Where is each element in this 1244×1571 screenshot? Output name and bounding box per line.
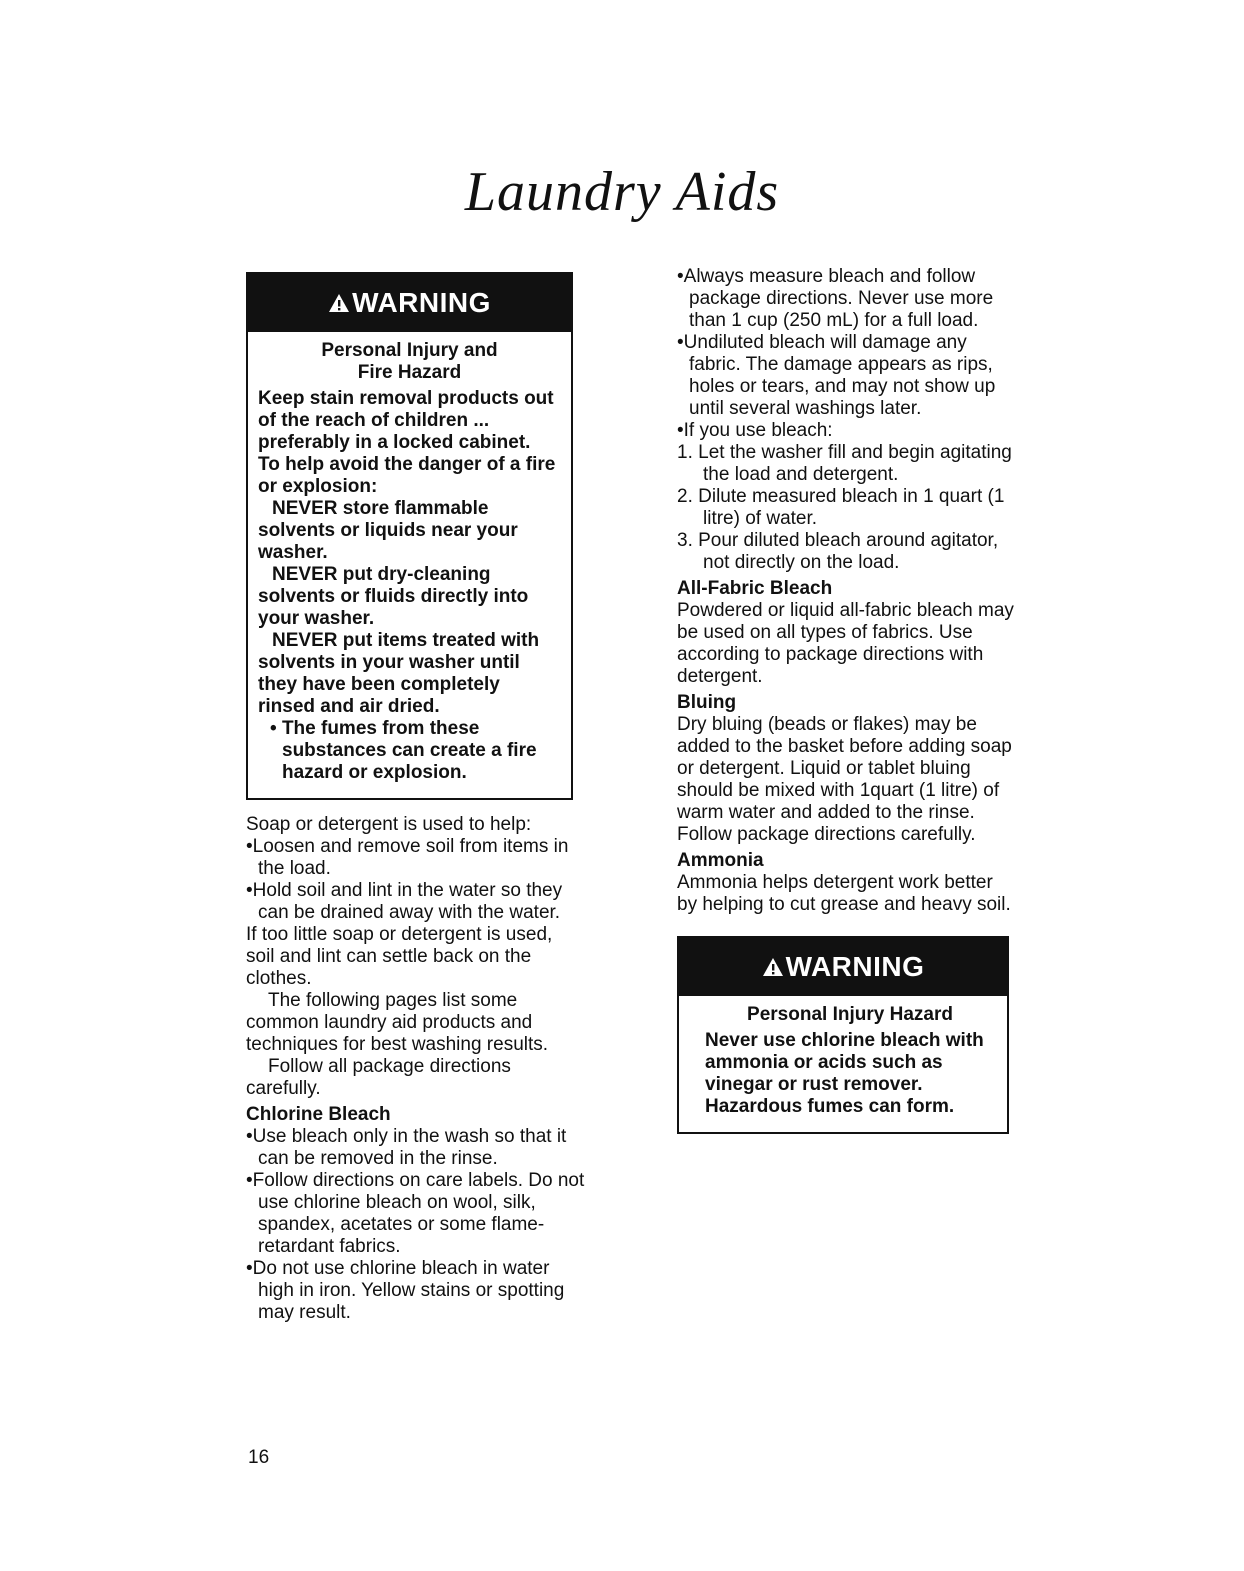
list-item-text: Always measure bleach and follow package directions. Never use more than 1 cup (250 mL) for a full load. <box>683 266 994 331</box>
list-item-text: If you use bleach: <box>683 420 833 441</box>
warning-box-fire-hazard <box>246 272 573 800</box>
list-item: •Loosen and remove soil from items in the load. <box>246 836 569 879</box>
step-item: 1. Let the washer fill and begin agitating the load and detergent. <box>677 442 1012 485</box>
warning-banner-label: WARNING <box>352 287 491 318</box>
list-item-text: Loosen and remove soil from items in the load. <box>252 836 569 879</box>
paragraph: Powdered or liquid all-fabric bleach may be used on all types of fabrics. Use according to package directions with detergent. <box>677 600 1014 687</box>
warning-body <box>248 332 571 798</box>
list-item: •Hold soil and lint in the water so they can be drained away with the water. <box>246 880 563 923</box>
paragraph: Ammonia helps detergent work better by helping to cut grease and heavy soil. <box>677 872 1011 915</box>
list-item: •If you use bleach: <box>677 420 833 441</box>
detergent-section <box>246 814 586 1324</box>
paragraph: Dry bluing (beads or flakes) may be added to the basket before adding soap or detergent. Liquid or tablet bluing should be mixed with 1quart (1 litre) of warm water and added to the rinse. Follow package directions carefully. <box>677 714 1012 845</box>
list-item-text: Follow directions on care labels. Do not use chlorine bleach on wool, silk, spandex, acetates or some flame-retardant fabrics. <box>252 1170 585 1257</box>
warning-body <box>679 996 1007 1132</box>
list-item: •Do not use chlorine bleach in water high in iron. Yellow stains or spotting may result. <box>246 1258 565 1323</box>
warning-bullet: • The fumes from these substances can create a fire hazard or explosion. <box>270 718 537 783</box>
section-heading-chlorine-bleach: Chlorine Bleach <box>246 1104 391 1125</box>
warning-heading <box>258 340 561 384</box>
page-title: Laundry Aids <box>464 161 780 223</box>
warning-line: NEVER put dry-cleaning solvents or fluids directly into your washer. <box>258 564 529 629</box>
warning-line: Keep stain removal products out of the reach of children ... preferably in a locked cabinet. <box>258 388 554 453</box>
intro-text: Soap or detergent is used to help: <box>246 814 532 835</box>
page-number: 16 <box>248 1447 270 1468</box>
warning-line: Never use chlorine bleach with ammonia or acids such as vinegar or rust remover. Hazardous fumes can form. <box>705 1030 984 1117</box>
warning-line: To help avoid the danger of a fire or explosion: <box>258 454 556 497</box>
warning-line: NEVER put items treated with solvents in your washer until they have been completely rinsed and air dried. <box>258 630 540 717</box>
list-item-text: Do not use chlorine bleach in water high in iron. Yellow stains or spotting may result. <box>252 1258 565 1323</box>
warning-heading: Personal Injury Hazard <box>747 1004 953 1025</box>
warning-box-personal-injury <box>677 936 1009 1134</box>
warning-heading-line: Personal Injury and <box>321 340 498 361</box>
section-heading-ammonia: Ammonia <box>677 850 764 871</box>
warning-triangle-icon <box>762 957 784 977</box>
warning-banner <box>248 274 571 332</box>
warning-banner-label: WARNING <box>785 951 925 982</box>
paragraph: Follow all package directions carefully. <box>246 1056 511 1099</box>
left-column <box>246 272 586 1324</box>
list-item-text: Use bleach only in the wash so that it can be removed in the rinse. <box>252 1126 567 1169</box>
step-item: 3. Pour diluted bleach around agitator, not directly on the load. <box>677 530 999 573</box>
list-item-text: Undiluted bleach will damage any fabric. The damage appears as rips, holes or tears, and may not show up until several washings later. <box>683 332 996 419</box>
list-item: •Always measure bleach and follow package directions. Never use more than 1 cup (250 mL) for a full load. <box>677 266 994 331</box>
warning-banner <box>679 938 1007 996</box>
list-item: •Use bleach only in the wash so that it can be removed in the rinse. <box>246 1126 567 1169</box>
right-column <box>677 266 1017 1134</box>
paragraph: The following pages list some common laundry aid products and techniques for best washing results. <box>246 990 549 1055</box>
warning-bullet-text: The fumes from these substances can create a fire hazard or explosion. <box>281 718 537 783</box>
step-item: 2. Dilute measured bleach in 1 quart (1 litre) of water. <box>677 486 1005 529</box>
warning-heading-line: Fire Hazard <box>357 362 462 383</box>
list-item-text: Hold soil and lint in the water so they can be drained away with the water. <box>252 880 563 923</box>
section-heading-bluing: Bluing <box>677 692 737 713</box>
section-heading-all-fabric-bleach: All-Fabric Bleach <box>677 578 833 599</box>
paragraph: If too little soap or detergent is used, soil and lint can settle back on the clothes. <box>246 924 553 989</box>
warning-line: NEVER store flammable solvents or liquids near your washer. <box>258 498 518 563</box>
warning-triangle-icon <box>328 293 350 313</box>
list-item: •Undiluted bleach will damage any fabric. The damage appears as rips, holes or tears, and may not show up until several washings later. <box>677 332 996 419</box>
list-item: •Follow directions on care labels. Do not use chlorine bleach on wool, silk, spandex, acetates or some flame-retardant fabrics. <box>246 1170 585 1257</box>
